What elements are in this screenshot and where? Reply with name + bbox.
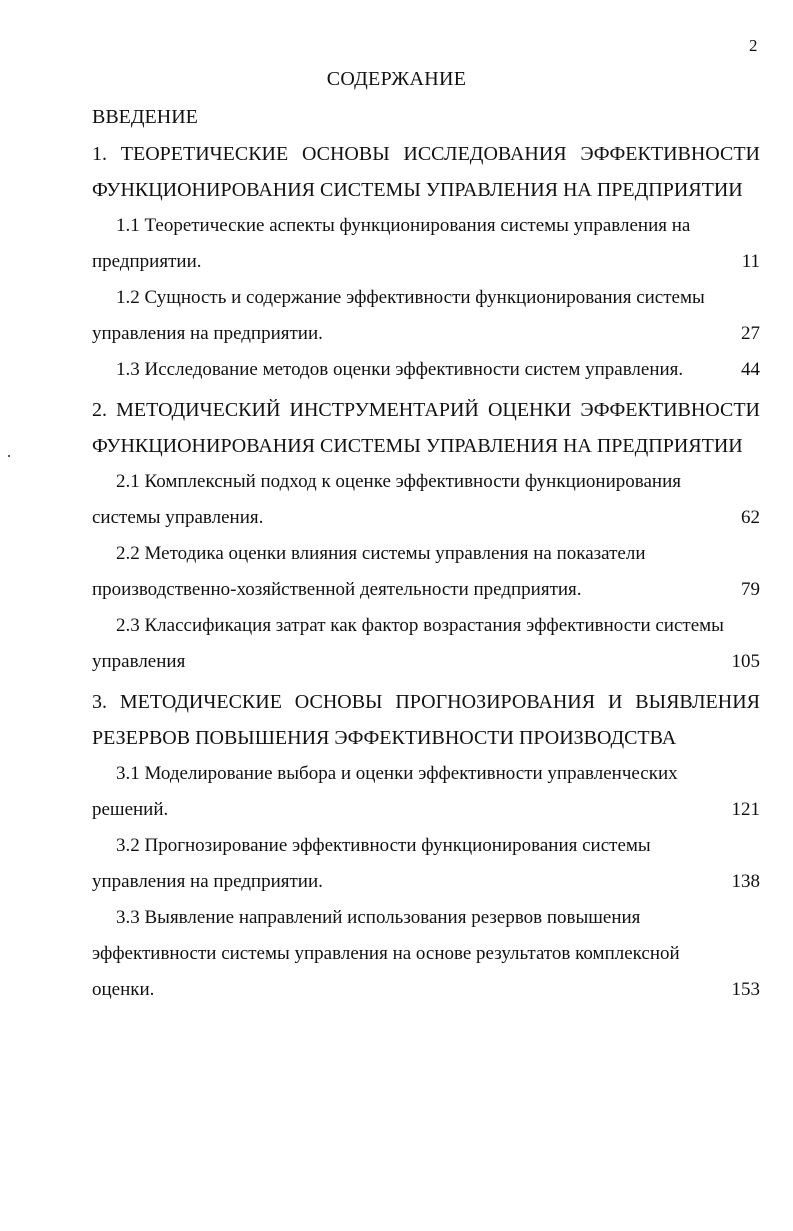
section-title: 1.2 Сущность и содержание эффективности функционирования системы (116, 287, 705, 308)
section-title: 3.2 Прогнозирование эффективности функционирования системы (116, 835, 651, 856)
section-title-cont: предприятии. (92, 251, 202, 272)
toc-section-3-2 (92, 828, 760, 900)
chapter-title-line: 1. ТЕОРЕТИЧЕСКИЕ ОСНОВЫ ИССЛЕДОВАНИЯ ЭФФЕКТИВНОСТИ (92, 143, 760, 165)
section-page-number: 27 (741, 323, 760, 344)
toc-section-1-1 (92, 208, 760, 280)
chapter-title-line: 3. МЕТОДИЧЕСКИЕ ОСНОВЫ ПРОГНОЗИРОВАНИЯ И ВЫЯВЛЕНИЯ (92, 691, 760, 713)
section-title-cont: управления на предприятии. (92, 871, 323, 892)
toc-section-3-1 (92, 756, 760, 828)
toc-chapter-2 (92, 392, 760, 464)
section-page-number: 153 (731, 979, 760, 1000)
section-title: 1.3 Исследование методов оценки эффективности систем управления. (116, 359, 684, 380)
chapter-title-line: РЕЗЕРВОВ ПОВЫШЕНИЯ ЭФФЕКТИВНОСТИ ПРОИЗВОДСТВА (92, 727, 677, 749)
section-page-number: 79 (741, 579, 760, 600)
section-title-cont: управления на предприятии. (92, 323, 323, 344)
section-title-cont: решений. (92, 799, 169, 820)
toc-introduction: ВВЕДЕНИЕ (92, 106, 198, 128)
toc-section-3-3 (92, 900, 760, 1008)
section-page-number: 138 (731, 871, 760, 892)
page-number: 2 (749, 36, 758, 55)
section-page-number: 62 (741, 507, 760, 528)
toc-section-1-2 (92, 280, 760, 352)
section-title-cont: эффективности системы управления на основе результатов комплексной (92, 943, 680, 964)
toc-section-2-1 (92, 464, 760, 536)
section-title: 3.3 Выявление направлений использования резервов повышения (116, 907, 641, 928)
page-title: СОДЕРЖАНИЕ (326, 68, 467, 90)
section-page-number: 11 (741, 251, 760, 272)
toc-section-1-3 (92, 352, 760, 388)
toc-chapter-1 (92, 136, 760, 208)
margin-mark (8, 455, 10, 457)
section-title-cont: системы управления. (92, 507, 264, 528)
section-title: 2.1 Комплексный подход к оценке эффективности функционирования (116, 471, 681, 492)
toc-section-2-3 (92, 608, 760, 680)
section-title: 2.3 Классификация затрат как фактор возрастания эффективности системы (116, 615, 724, 636)
section-title: 2.2 Методика оценки влияния системы управления на показатели (116, 543, 646, 564)
section-page-number: 105 (731, 651, 760, 672)
toc-chapter-3 (92, 684, 760, 756)
section-title-cont: производственно-хозяйственной деятельности предприятия. (92, 579, 582, 600)
section-page-number: 44 (741, 359, 760, 380)
section-title-cont: оценки. (92, 979, 155, 1000)
section-title: 1.1 Теоретические аспекты функционирования системы управления на (116, 215, 691, 236)
chapter-title-line: ФУНКЦИОНИРОВАНИЯ СИСТЕМЫ УПРАВЛЕНИЯ НА ПРЕДПРИЯТИИ (92, 179, 743, 201)
section-page-number: 121 (731, 799, 760, 820)
chapter-title-line: ФУНКЦИОНИРОВАНИЯ СИСТЕМЫ УПРАВЛЕНИЯ НА ПРЕДПРИЯТИИ (92, 435, 743, 457)
section-title-cont: управления (92, 651, 186, 672)
chapter-title-line: 2. МЕТОДИЧЕСКИЙ ИНСТРУМЕНТАРИЙ ОЦЕНКИ ЭФФЕКТИВНОСТИ (92, 399, 760, 421)
toc-section-2-2 (92, 536, 760, 608)
table-of-contents (92, 102, 760, 1008)
section-title: 3.1 Моделирование выбора и оценки эффективности управленческих (116, 763, 678, 784)
